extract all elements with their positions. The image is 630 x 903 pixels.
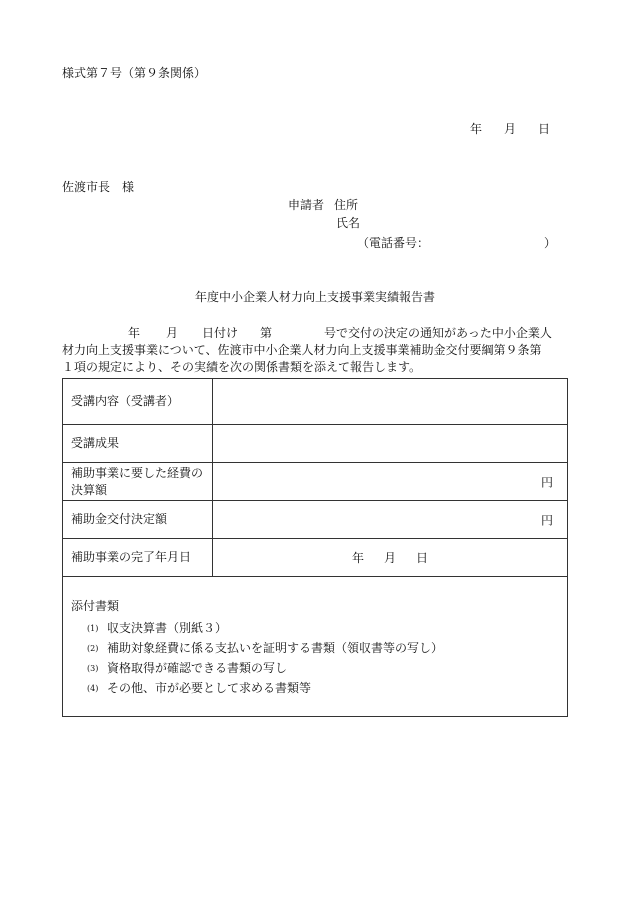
applicant-role-label: 申請者 bbox=[288, 198, 325, 212]
address-label: 住所 bbox=[334, 198, 359, 212]
table-row bbox=[63, 577, 568, 717]
body-line-1 bbox=[62, 325, 568, 342]
report-table bbox=[62, 378, 568, 717]
settlement-amount-field[interactable] bbox=[213, 463, 568, 501]
settlement-label-line-2: 決算額 bbox=[71, 482, 108, 497]
applicant-address-line bbox=[288, 198, 358, 212]
row-label-grant-decision-amount: 補助金交付決定額 bbox=[63, 501, 213, 539]
attachment-item bbox=[87, 618, 559, 638]
settlement-label-line-1: 補助事業に要した経費の bbox=[71, 465, 204, 480]
body-line-1-rest: 号で交付の決定の通知があった中小企業人 bbox=[324, 326, 552, 340]
date-month-label: 月 bbox=[504, 122, 517, 136]
date-year-label: 年 bbox=[470, 122, 483, 136]
attachment-number: (2) bbox=[87, 643, 99, 653]
attachment-item bbox=[87, 638, 559, 658]
row-label-course-content: 受講内容（受講者） bbox=[63, 379, 213, 425]
table-row bbox=[63, 425, 568, 463]
body-month-label: 月 bbox=[166, 326, 179, 340]
body-line-2: 材力向上支援事業について、佐渡市中小企業人材力向上支援事業補助金交付要綱第９条第 bbox=[62, 343, 542, 357]
date-day-label: 日 bbox=[538, 122, 551, 136]
attachment-text: 補助対象経費に係る支払いを証明する書類（領収書等の写し） bbox=[107, 641, 444, 655]
name-label: 氏名 bbox=[336, 216, 361, 230]
document-title: 年度中小企業人材力向上支援事業実績報告書 bbox=[194, 290, 435, 304]
attachment-text: 収支決算書（別紙３） bbox=[107, 621, 228, 635]
attachment-number: (4) bbox=[87, 683, 99, 693]
report-date bbox=[470, 122, 550, 136]
body-line-3: １項の規定により、その実績を次の関係書類を添えて報告します。 bbox=[62, 360, 422, 374]
table-row bbox=[63, 379, 568, 425]
grant-decision-amount-field[interactable] bbox=[213, 501, 568, 539]
course-content-field[interactable] bbox=[213, 379, 568, 425]
attachments-cell bbox=[63, 577, 568, 717]
completion-month-label: 月 bbox=[383, 551, 396, 565]
attachment-text: その他、市が必要として求める書類等 bbox=[107, 681, 312, 695]
completion-date-field[interactable] bbox=[213, 539, 568, 577]
completion-day-label: 日 bbox=[416, 551, 429, 565]
body-year-label: 年 bbox=[128, 326, 141, 340]
phone-close-paren: ） bbox=[544, 236, 557, 250]
addressee: 佐渡市長 様 bbox=[62, 180, 135, 194]
row-label-settlement-amount bbox=[63, 463, 213, 501]
yen-unit: 円 bbox=[540, 513, 553, 527]
attachment-text: 資格取得が確認できる書類の写し bbox=[107, 661, 288, 675]
attachments-heading: 添付書類 bbox=[71, 599, 120, 613]
course-results-field[interactable] bbox=[213, 425, 568, 463]
attachment-item bbox=[87, 658, 559, 678]
completion-year-label: 年 bbox=[351, 551, 364, 565]
yen-unit: 円 bbox=[540, 475, 553, 489]
attachment-number: (3) bbox=[87, 663, 99, 673]
form-number: 様式第７号（第９条関係） bbox=[62, 66, 207, 80]
table-row bbox=[63, 463, 568, 501]
table-row bbox=[63, 501, 568, 539]
row-label-course-results: 受講成果 bbox=[63, 425, 213, 463]
body-number-prefix: 第 bbox=[260, 326, 273, 340]
phone-label: （電話番号： bbox=[357, 236, 430, 250]
row-label-completion-date: 補助事業の完了年月日 bbox=[63, 539, 213, 577]
applicant-name-line bbox=[336, 216, 360, 230]
body-paragraph bbox=[62, 325, 568, 376]
table-row bbox=[63, 539, 568, 577]
body-date-label: 日付け bbox=[202, 326, 239, 340]
applicant-phone-line bbox=[357, 236, 557, 250]
attachment-number: (1) bbox=[87, 623, 99, 633]
attachment-item bbox=[87, 678, 559, 698]
